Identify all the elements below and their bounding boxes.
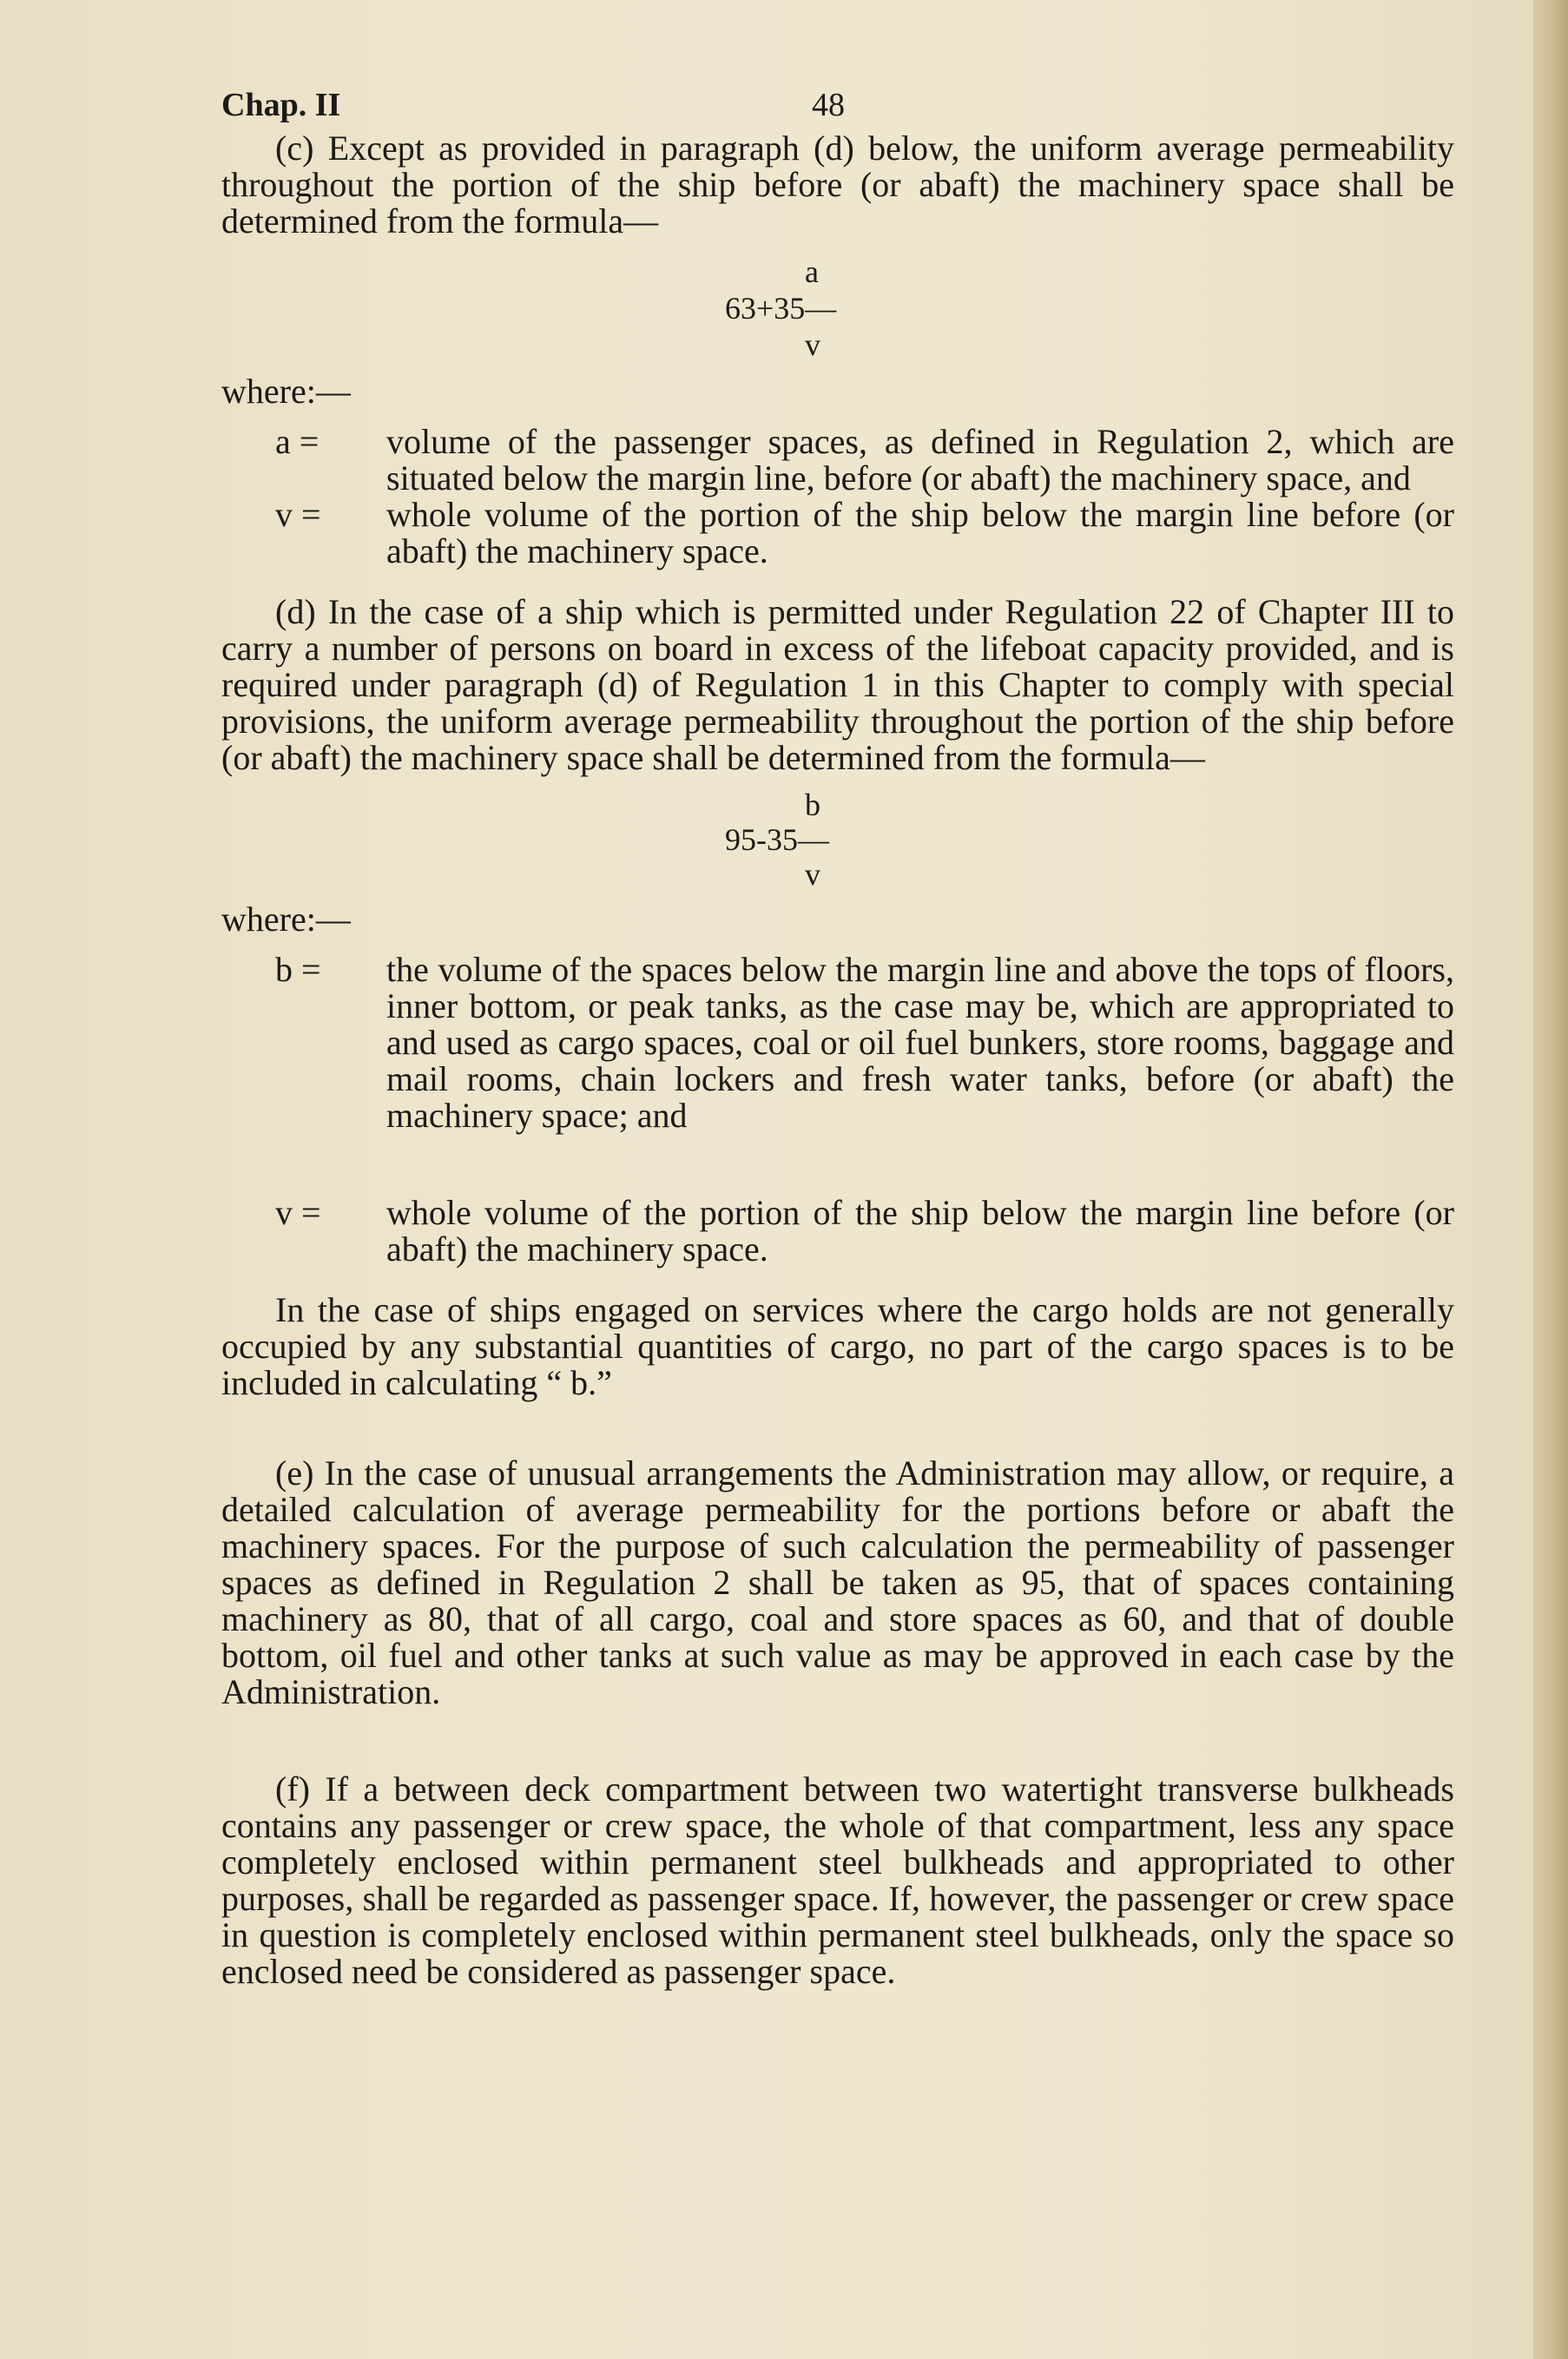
paragraph-f: (f) If a between deck compartment between two watertight transverse bulkheads contains any passenger or crew space, the whole of that compartment, less any space completely enclosed within permanent steel bulkheads and appropriated to other purposes, shall be regarded as passenger space. If, however, the passenger or crew space in question is completely enclosed within permanent steel bulkheads, only the space so enclosed need be considered as passenger space. [221, 1769, 1454, 1991]
formula-c-denominator: v [805, 327, 820, 362]
paragraph-e: (e) In the case of unusual arrangements the Administration may allow, or require, a detailed calculation of average permeability for the portions before or abaft the machinery spaces. For the purpose of such calculation the permeability of passenger spaces as defined in Regulation 2 shall be taken as 95, that of spaces containing machinery as 80, that of all cargo, coal and store spaces as 60, and that of double bottom, oil fuel and other tanks at such value as may be approved in each case by the Administration. [221, 1453, 1454, 1711]
definition-text: whole volume of the portion of the ship below the margin line before (or abaft) the machinery space. [386, 495, 1454, 570]
chapter-label: Chap. II [221, 87, 341, 123]
definition-text: whole volume of the portion of the ship below the margin line before (or abaft) the machinery space. [386, 1193, 1454, 1268]
formula-d [221, 776, 1454, 898]
definition-v [221, 497, 1454, 570]
running-header [221, 78, 1454, 130]
definition-symbol: b = [275, 950, 321, 989]
definition-a [221, 424, 1454, 497]
formula-d-main: 95-35— [725, 822, 829, 857]
page-number: 48 [812, 87, 845, 123]
paragraph-d-note: In the case of ships engaged on services where the cargo holds are not generally occupied by any substantial quantities of cargo, no part of the cargo spaces is to be included in calculating “ b.” [221, 1290, 1454, 1402]
formula-c-main: 63+35— [725, 291, 837, 326]
formula-d-numerator: b [805, 787, 820, 822]
definition-text: volume of the passenger spaces, as defined in Regulation 2, which are situated below the margin line, before (or abaft) the machinery space, and [386, 422, 1454, 497]
definition-symbol: v = [275, 495, 321, 534]
book-spine-shadow [1533, 0, 1568, 2359]
definition-symbol: v = [275, 1193, 321, 1232]
formula-c [221, 240, 1454, 370]
definition-symbol: a = [275, 422, 320, 461]
definition-v2 [221, 1195, 1454, 1268]
paragraph-c: (c) Except as provided in paragraph (d) below, the uniform average permeability throughout the portion of the ship before (or abaft) the machinery space shall be determined from the formula— [221, 128, 1454, 241]
page-text [221, 78, 1454, 1990]
definition-b [221, 952, 1454, 1134]
definition-text: the volume of the spaces below the margin line and above the tops of floors, inner bottom, or peak tanks, as the case may be, which are appropriated to and used as cargo spaces, coal or oil fuel bunkers, store rooms, baggage and mail rooms, chain lockers and fresh water tanks, before (or abaft) the machinery space; and [386, 950, 1454, 1135]
formula-d-denominator: v [805, 857, 820, 892]
where-label-d: where:— [221, 899, 351, 939]
paragraph-d: (d) In the case of a ship which is permitted under Regulation 22 of Chapter III to carry a number of persons on board in excess of the lifeboat capacity provided, and is required under paragraph (d) of Regulation 1 in this Chapter to comply with special provisions, the uniform average permeability throughout the portion of the ship before (or abaft) the machinery space shall be determined from the formula— [221, 592, 1454, 777]
where-label-c: where:— [221, 372, 351, 411]
formula-c-numerator: a [805, 254, 819, 289]
